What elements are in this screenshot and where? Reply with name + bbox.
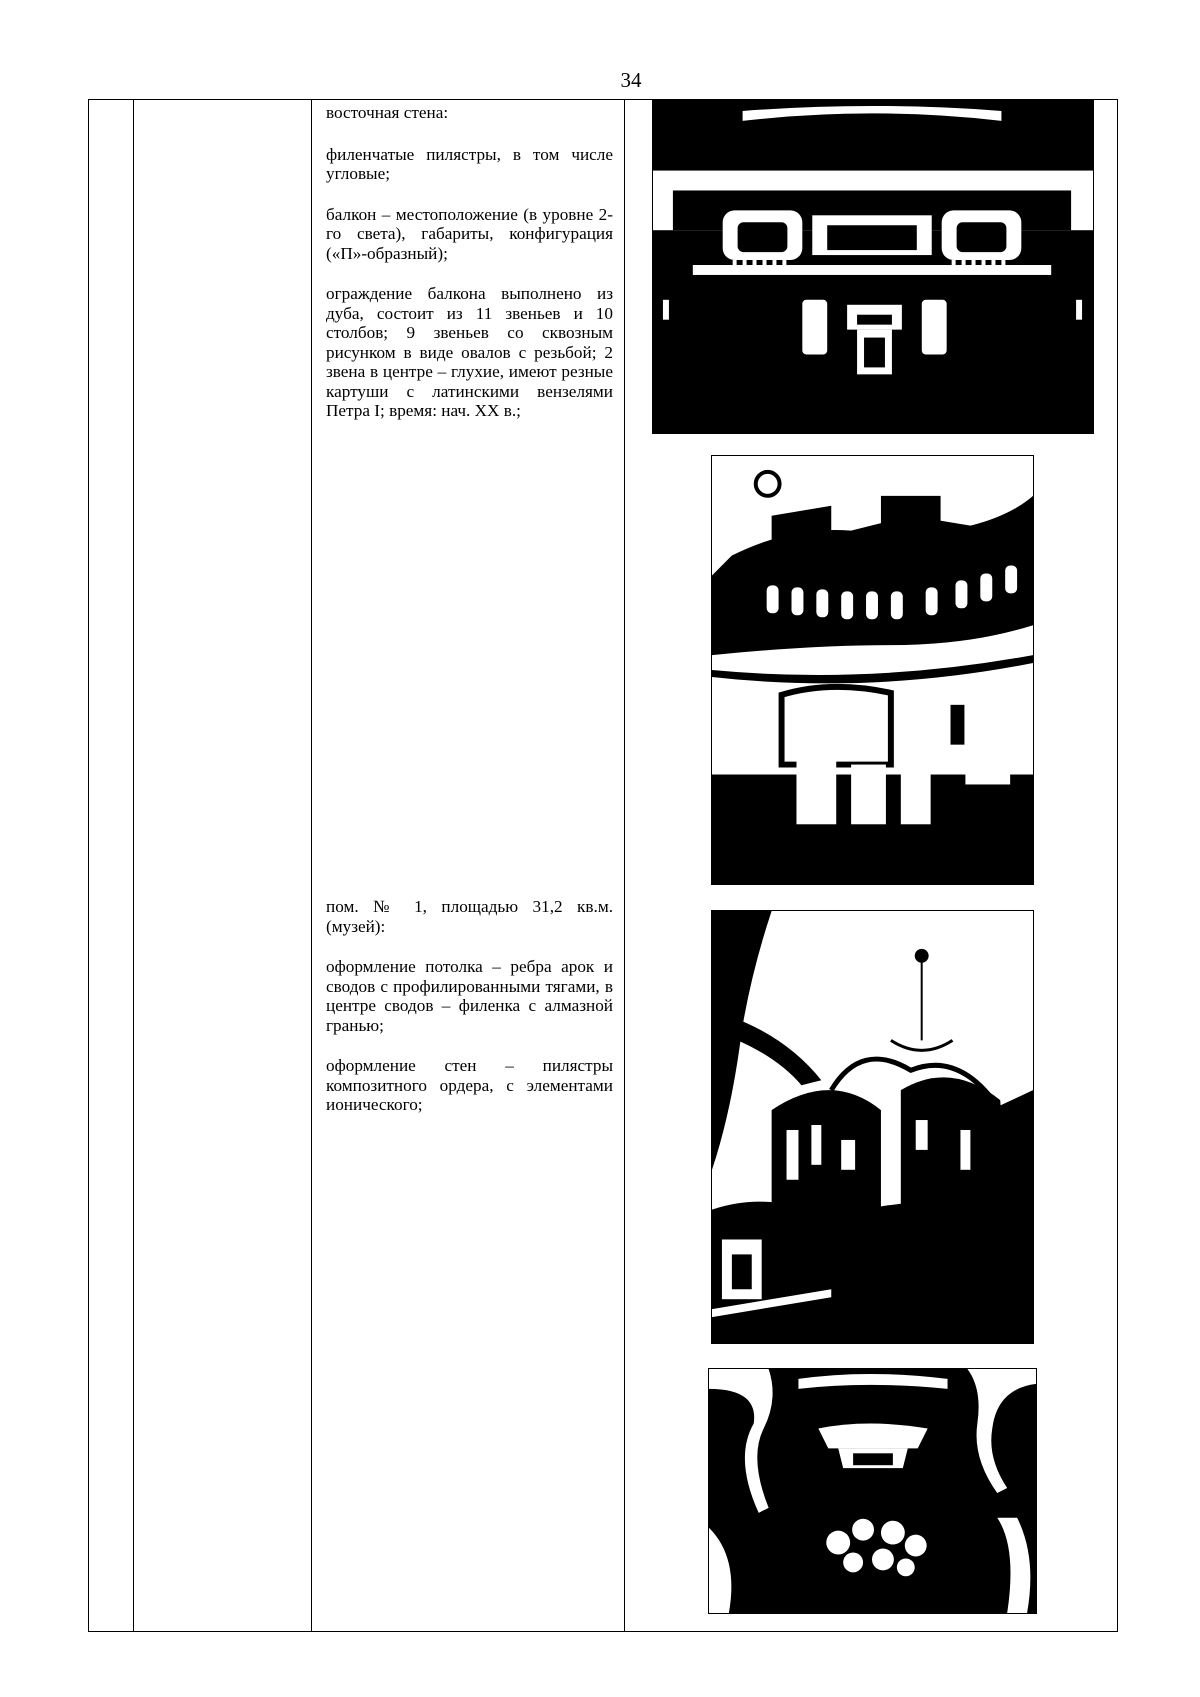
paragraph: филенчатые пилястры, в том числе угловые; [326, 144, 613, 183]
table-column-divider [311, 100, 312, 1631]
paragraph: пом. № 1, площадью 31,2 кв.м. (музей): [326, 897, 613, 936]
photo-museum-vaults [711, 910, 1034, 1344]
description-room-1 [326, 897, 613, 1136]
table-column-divider [624, 100, 625, 1631]
description-east-wall [326, 103, 613, 442]
table-column-divider [133, 100, 134, 1631]
paragraph: оформление стен – пилястры композитного ордера, с элементами ионического; [326, 1056, 613, 1114]
photo-east-wall-balcony [652, 100, 1094, 434]
paragraph: балкон – местоположение (в уровне 2-го света), габариты, конфигурация («П»-образный); [326, 204, 613, 263]
photo-ceiling-chandelier [708, 1368, 1037, 1614]
paragraph: оформление потолка – ребра арок и сводов с профилированными тягами, в центре сводов – филенка с алмазной гранью; [326, 957, 613, 1035]
photo-balcony-interior [711, 455, 1034, 885]
paragraph: восточная стена: [326, 103, 449, 122]
page-number: 34 [620, 68, 642, 92]
paragraph: ограждение балкона выполнено из дуба, состоит из 11 звеньев и 10 столбов; 9 звеньев со сквозным рисунком в виде овалов с резьбой; 2 звена в центре – глухие, имеют резные картуши с латинскими вензелями Петра I; время: нач. XX в.; [326, 284, 613, 420]
